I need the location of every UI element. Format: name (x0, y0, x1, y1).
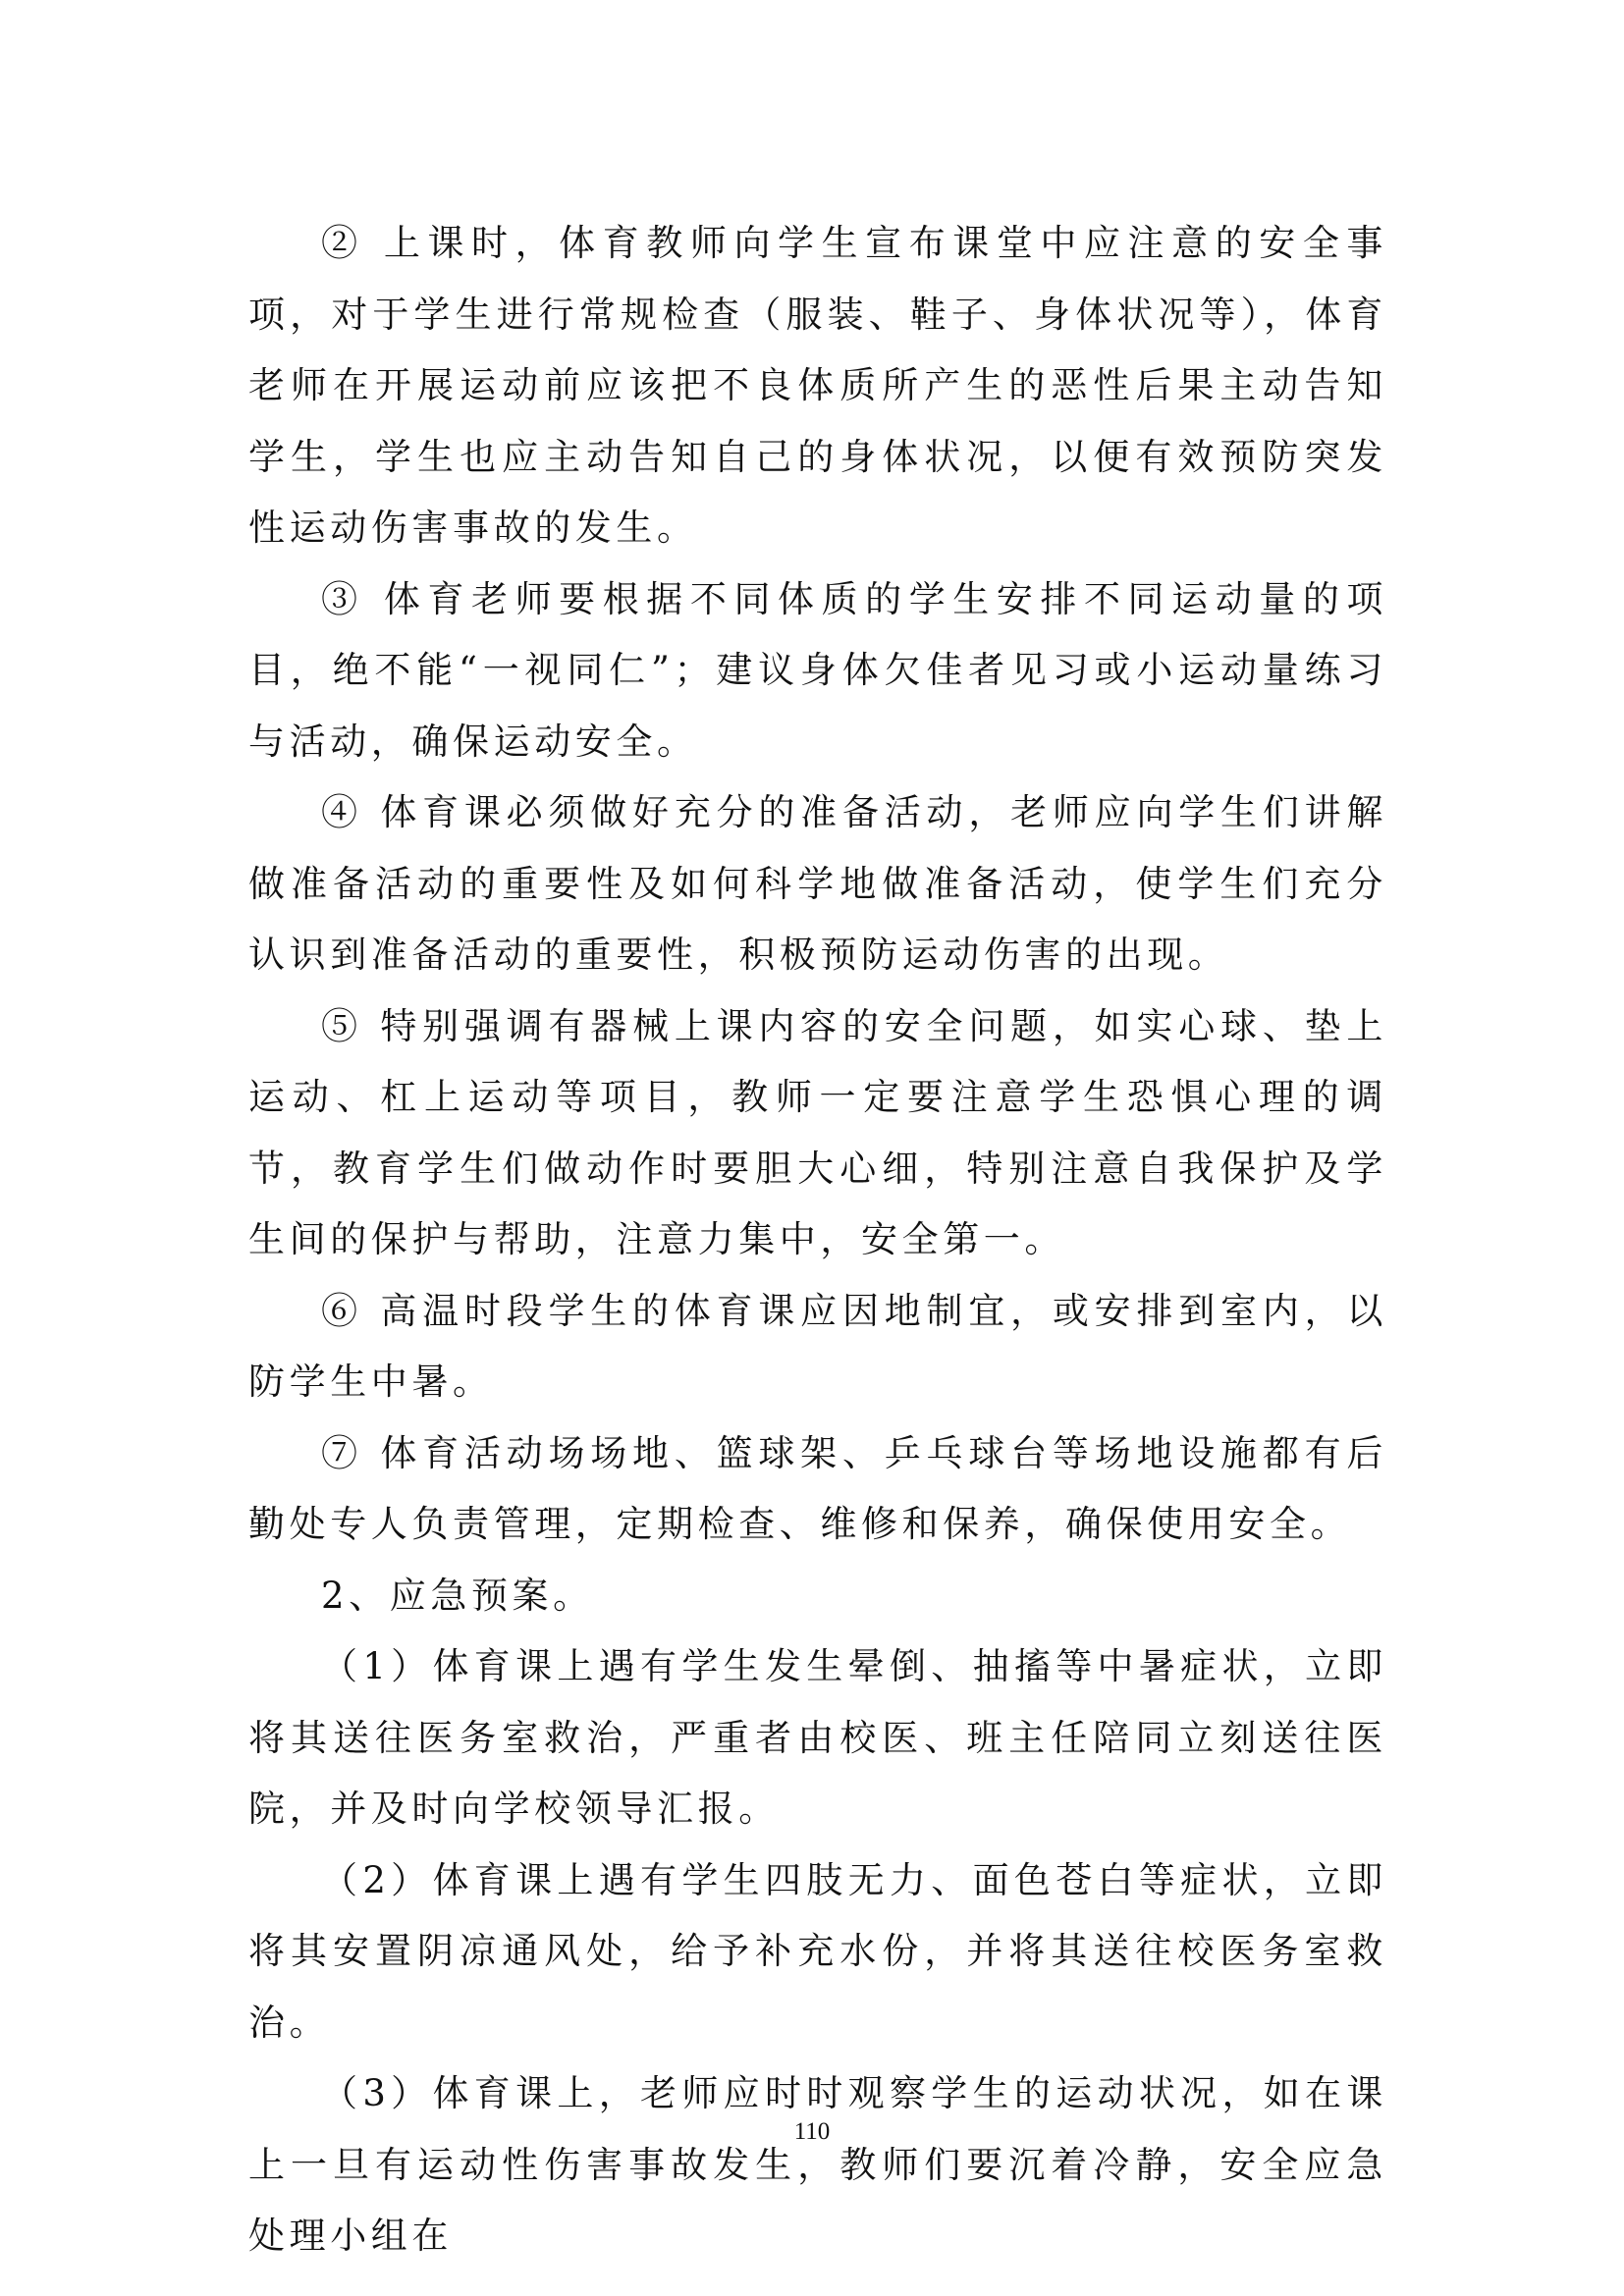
page-number: 110 (793, 2118, 831, 2145)
paragraph-item-3: ③ 体育老师要根据不同体质的学生安排不同运动量的项目，绝不能“一视同仁”；建议身体欠佳者见习或小运动量练习与活动，确保运动安全。 (248, 577, 1387, 763)
paragraph-item-2: ② 上课时，体育教师向学生宣布课堂中应注意的安全事项，对于学生进行常规检查（服装、鞋子、身体状况等），体育老师在开展运动前应该把不良体质所产生的恶性后果主动告知学生，学生也应主动告知自己的身体状况，以便有效预防突发性运动伤害事故的发生。 (248, 222, 1387, 549)
paragraph-plan-3: （3）体育课上，老师应时时观察学生的运动状况，如在课上一旦有运动性伤害事故发生，教师们要沉着冷静，安全应急处理小组在 (248, 2072, 1387, 2257)
section-heading-emergency-plan: 2、应急预案。 (321, 1574, 594, 1617)
paragraph-plan-2: （2）体育课上遇有学生四肢无力、面色苍白等症状，立即将其安置阴凉通风处，给予补充水份，并将其送往校医务室救治。 (248, 1858, 1387, 2044)
paragraph-item-4: ④ 体育课必须做好充分的准备活动，老师应向学生们讲解做准备活动的重要性及如何科学地做准备活动，使学生们充分认识到准备活动的重要性，积极预防运动伤害的出现。 (248, 791, 1387, 976)
paragraph-plan-1: （1）体育课上遇有学生发生晕倒、抽搐等中暑症状，立即将其送往医务室救治，严重者由校医、班主任陪同立刻送往医院，并及时向学校领导汇报。 (248, 1645, 1387, 1830)
body-text (248, 208, 1387, 2272)
paragraph-item-6: ⑥ 高温时段学生的体育课应因地制宜，或安排到室内，以防学生中暑。 (248, 1289, 1387, 1403)
paragraph-item-7: ⑦ 体育活动场场地、篮球架、乒乓球台等场地设施都有后勤处专人负责管理，定期检查、维修和保养，确保使用安全。 (248, 1431, 1387, 1545)
paragraph-item-5: ⑤ 特别强调有器械上课内容的安全问题，如实心球、垫上运动、杠上运动等项目，教师一定要注意学生恐惧心理的调节，教育学生们做动作时要胆大心细，特别注意自我保护及学生间的保护与帮助，注意力集中，安全第一。 (248, 1004, 1387, 1260)
